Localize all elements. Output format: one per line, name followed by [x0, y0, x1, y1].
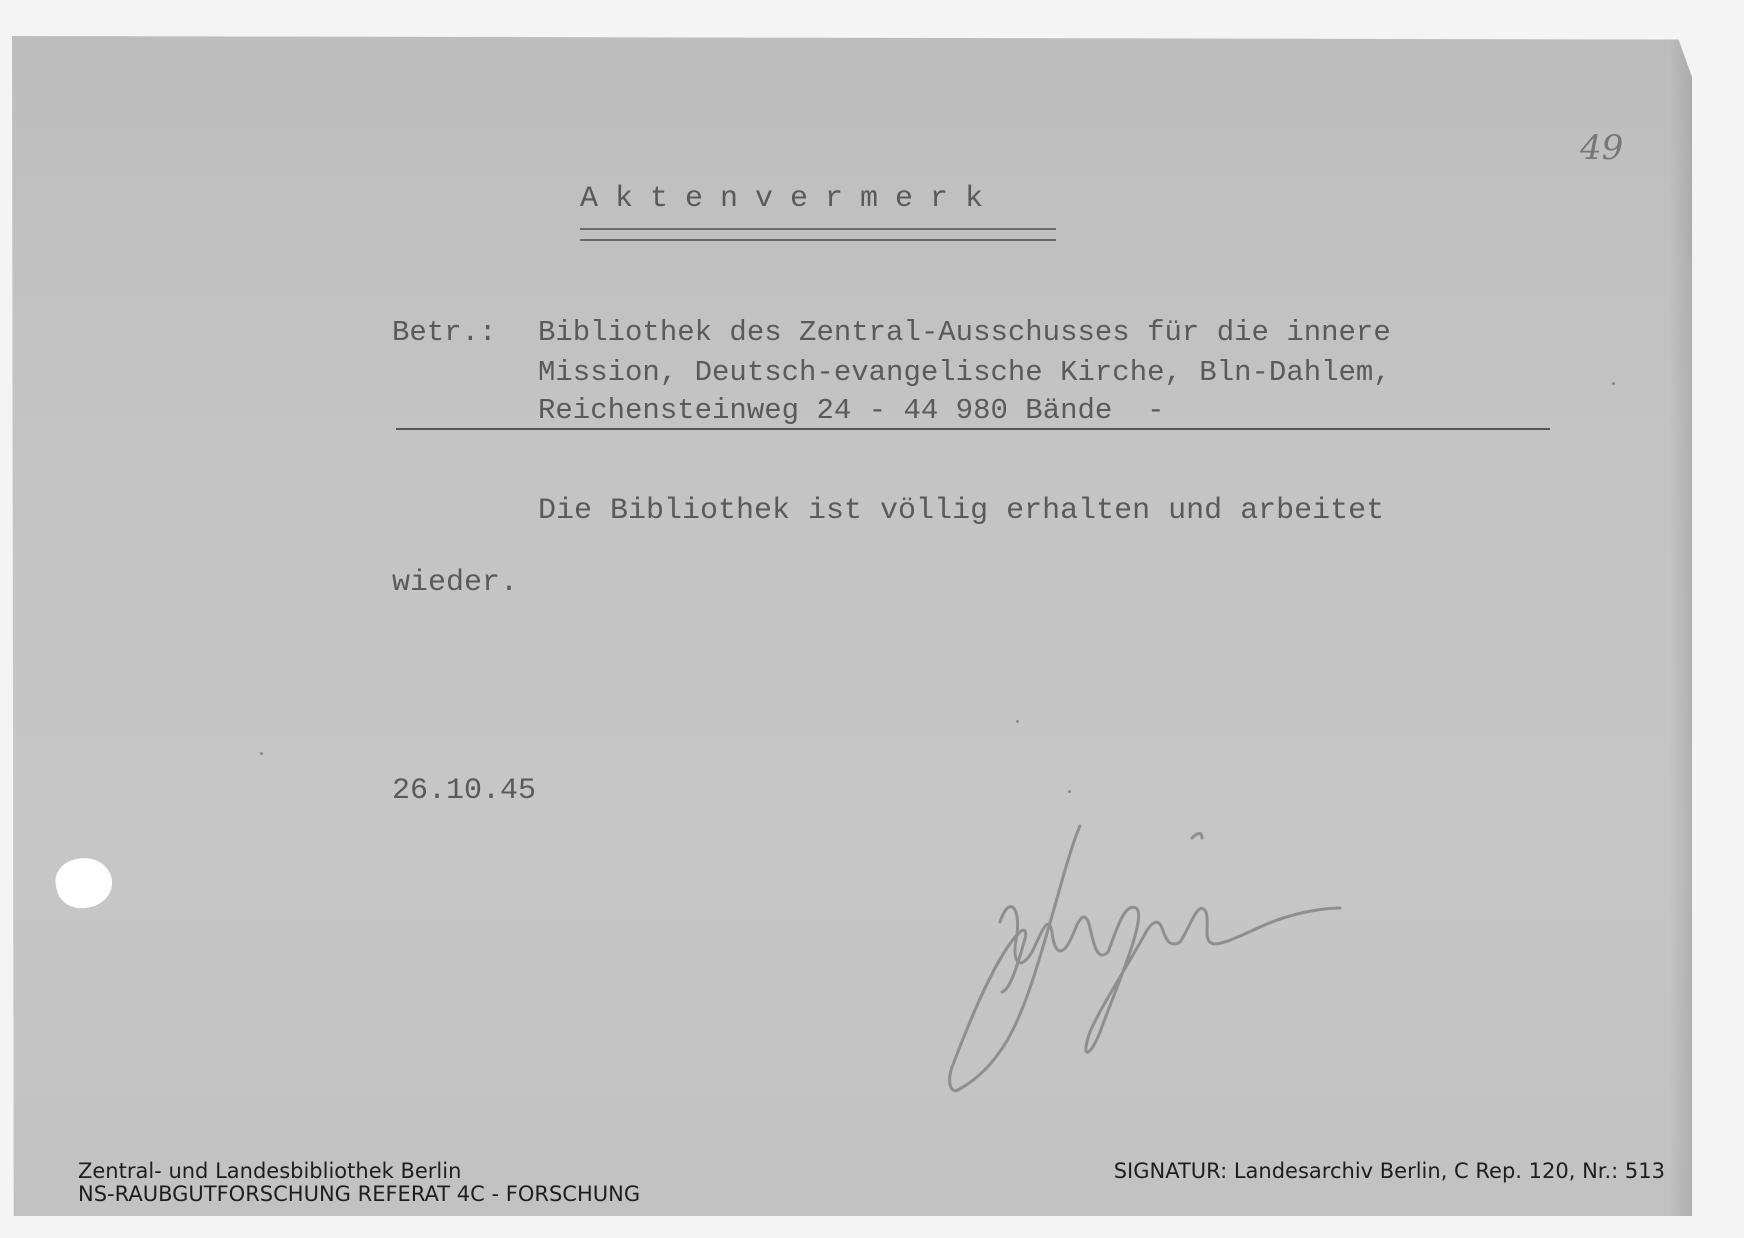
paper-speck — [260, 752, 263, 755]
body-text-line-2: wieder. — [392, 566, 519, 600]
document-date: 26.10.45 — [392, 774, 537, 808]
subject-underline — [396, 428, 1550, 430]
title-double-underline — [580, 228, 1056, 241]
subject-line-3: Reichensteinweg 24 - 44 980 Bände - — [538, 394, 1165, 427]
subject-line-2: Mission, Deutsch-evangelische Kirche, Bln-Dahlem, — [538, 356, 1391, 389]
page-number: 49 — [1580, 128, 1624, 168]
paper-speck — [1612, 382, 1615, 385]
handwritten-signature — [940, 812, 1420, 1102]
subject-label: Betr.: — [392, 316, 497, 349]
footer-department: NS-RAUBGUTFORSCHUNG REFERAT 4C - FORSCHUNG — [78, 1182, 641, 1206]
footer-archive-signature: SIGNATUR: Landesarchiv Berlin, C Rep. 120, Nr.: 513 — [1113, 1159, 1665, 1183]
paper-speck — [1016, 720, 1019, 723]
paper-speck — [1068, 790, 1071, 793]
footer-left — [78, 1160, 640, 1206]
footer-signature-reference — [1114, 1160, 1665, 1183]
subject-line-1: Bibliothek des Zentral-Ausschusses für die innere — [538, 316, 1391, 349]
footer-library-name: Zentral- und Landesbibliothek Berlin — [78, 1159, 462, 1183]
document-title: Aktenvermerk — [580, 182, 1001, 216]
body-text-line-1: Die Bibliothek ist völlig erhalten und arbeitet — [538, 494, 1385, 528]
